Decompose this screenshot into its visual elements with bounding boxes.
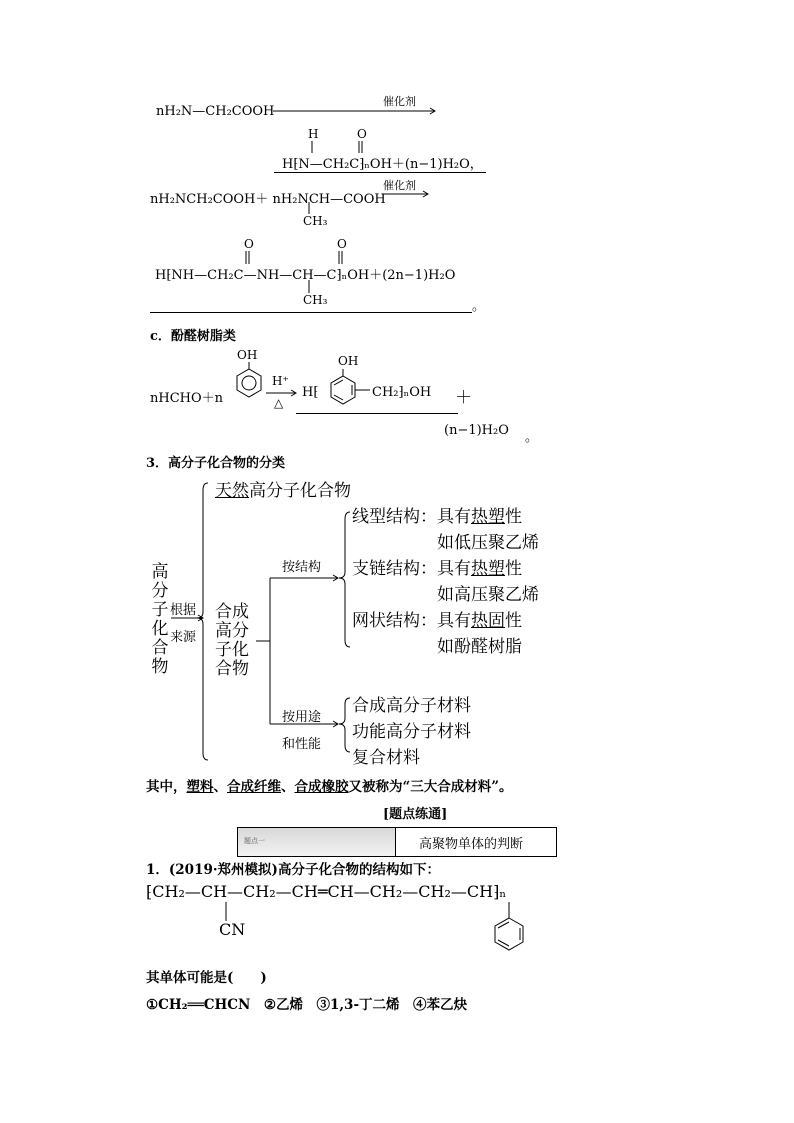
summary-plastic: 塑料 (186, 779, 214, 795)
topic-tag-label: 题点一 (244, 837, 265, 845)
network-prop-u: 热固 (471, 611, 505, 631)
main-brace (197, 483, 208, 760)
question-1-options: ①CH₂══CHCN ②乙烯 ③1,3-丁二烯 ④苯乙炔 (146, 997, 468, 1013)
r1-h-top: H (308, 127, 319, 141)
use-synthetic-material: 合成高分子材料 (352, 696, 471, 716)
catalyst-label-1: 催化剂 (383, 95, 416, 108)
practice-header: [题点练通] (383, 807, 448, 822)
summary-sep1: 、 (213, 779, 227, 795)
reaction2-reactants: nH₂NCH₂COOH＋ nH₂NCH—COOH (150, 192, 386, 207)
summary-prefix: 其中， (146, 779, 187, 795)
r2-ch3: CH₃ (303, 214, 328, 228)
resin-plus: ＋ (455, 388, 472, 408)
branched-example: 如高压聚乙烯 (437, 585, 539, 605)
topic-title: 高聚物单体的判断 (419, 837, 524, 852)
network-name: 网状结构：具有 (352, 611, 471, 631)
summary-fiber: 合成纤维 (227, 779, 281, 795)
structure-brace (339, 512, 350, 647)
network-example: 如酚醛树脂 (437, 637, 522, 657)
by-source-2: 来源 (170, 630, 197, 645)
use-brace (339, 698, 350, 752)
linear-prop-u: 热塑 (471, 507, 505, 527)
natural-rest: 高分子化合物 (249, 481, 351, 501)
root-label: 高分子化合物 (151, 562, 169, 677)
condition-acid: H⁺ (272, 374, 289, 388)
phenyl-ring (495, 918, 523, 950)
r2-ch3-bottom: CH₃ (303, 293, 328, 307)
by-structure: 按结构 (282, 560, 322, 575)
catalyst-label-2: 催化剂 (383, 179, 416, 192)
classification-heading: 3．高分子化合物的分类 (146, 456, 286, 471)
question-1-stem: 1．(2019·郑州模拟)高分子化合物的结构如下： (146, 862, 440, 878)
r2-o-1: O (244, 237, 254, 251)
resin-tail: CH₂⁆ₙOH (372, 385, 432, 400)
summary-sep2: 、 (281, 779, 295, 795)
by-use-2: 和性能 (282, 737, 322, 752)
reaction1-reactant: nH₂N—CH₂COOH (156, 104, 275, 119)
branched-name: 支链结构：具有 (352, 559, 471, 579)
reaction2-product: H⁅NH—CH₂C—NH—CH—C⁆ₙOH＋(2n−1)H₂O (155, 268, 456, 283)
summary-suffix: 又被称为“三大合成材料”。 (348, 779, 513, 795)
resin-oh: OH (338, 354, 359, 368)
synthetic-polymer: 合成高分子化合物 (215, 602, 249, 679)
linear-name: 线型结构：具有 (352, 507, 471, 527)
polymer-structure: ⁅CH₂—CH—CH₂—CH═CH—CH₂—CH₂—CH⁆ₙ (146, 882, 507, 901)
water-product: (n−1)H₂O (444, 423, 509, 438)
question-1-ask: 其单体可能是( ) (146, 970, 267, 986)
phenol-ring-inner (242, 376, 256, 390)
phenol-ring (237, 369, 261, 397)
linear-prop-rest: 性 (505, 507, 522, 527)
resin-h: H⁅ (302, 385, 319, 400)
use-composite-material: 复合材料 (352, 748, 420, 768)
reaction1-product: H⁅N—CH₂C⁆ₙOH＋(n−1)H₂O， (282, 157, 483, 172)
use-functional-material: 功能高分子材料 (352, 722, 471, 742)
linear-example: 如低压聚乙烯 (437, 533, 539, 553)
branched-prop-u: 热塑 (471, 559, 505, 579)
network-prop-rest: 性 (505, 611, 522, 631)
r1-o-top: O (357, 127, 367, 141)
cn-group: CN (219, 920, 246, 939)
r2-o-2: O (337, 237, 347, 251)
by-source-1: 根据 (170, 603, 197, 618)
phenolic-heading: c．酚醛树脂类 (150, 329, 236, 344)
period-1: 。 (472, 299, 486, 314)
period-2: 。 (525, 430, 539, 445)
phenolic-reactants: nHCHO＋n (150, 391, 224, 406)
phenol-oh: OH (237, 348, 258, 362)
summary-rubber: 合成橡胶 (294, 779, 349, 795)
by-use-1: 按用途 (282, 710, 322, 725)
branched-prop-rest: 性 (505, 559, 522, 579)
natural-underlined: 天然 (215, 481, 249, 501)
condition-heat: △ (274, 396, 284, 410)
